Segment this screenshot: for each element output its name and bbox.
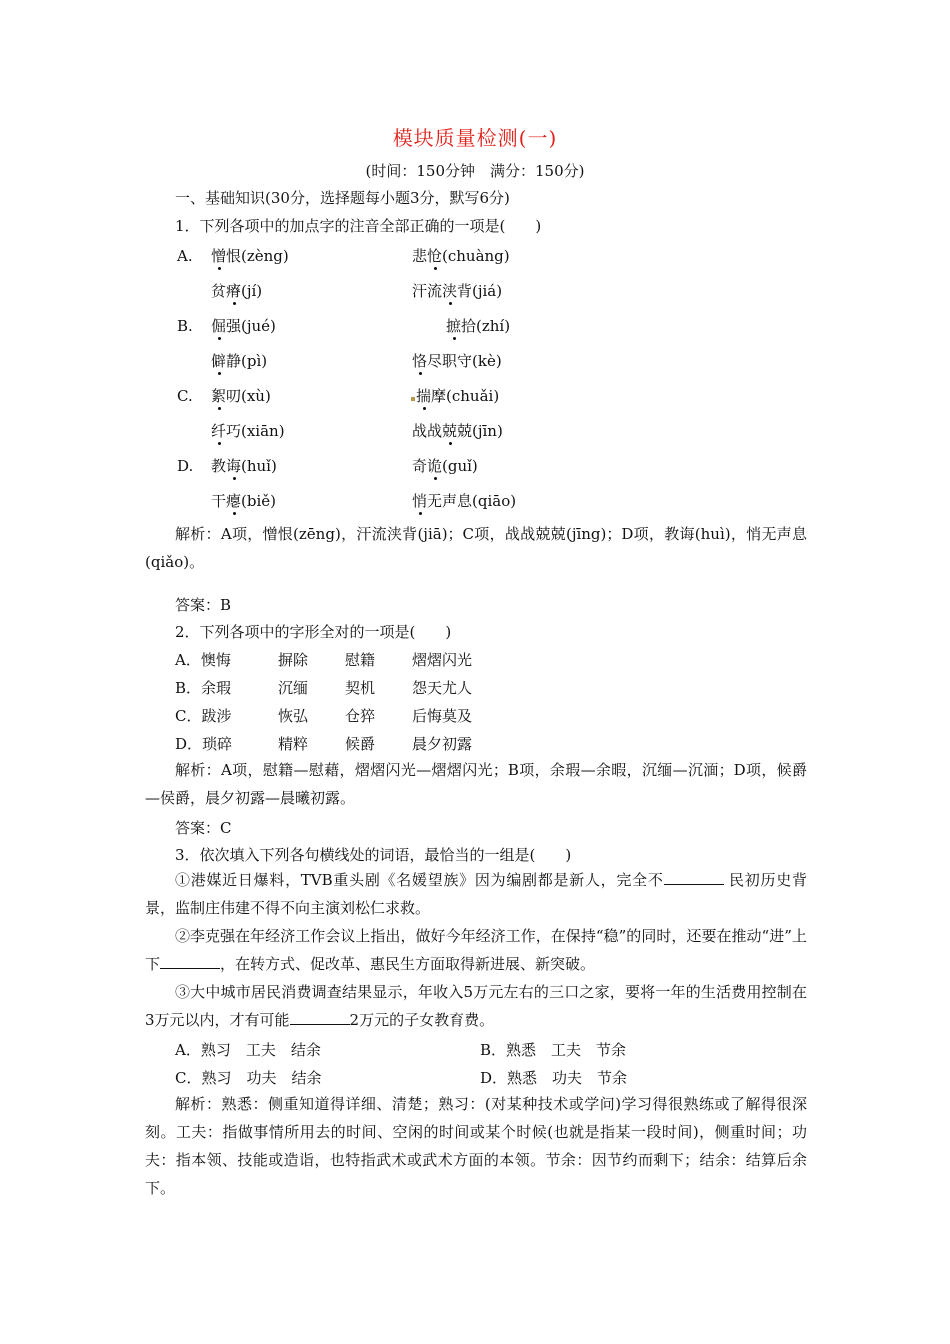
q2-option-c-4: 后悔莫及 — [412, 707, 473, 725]
question-3-stem: 3．依次填入下列各句横线处的词语，最恰当的一组是( ) — [175, 846, 572, 864]
q1-answer: 答案：B — [175, 596, 232, 614]
q1-option-d-item1: 教诲(huǐ) — [211, 456, 277, 476]
q1-option-b-item2: 摭拾(zhí) — [446, 316, 510, 336]
q1-option-b-item3: 僻静(pì) — [211, 351, 267, 371]
q2-option-c-1: C．跋涉 — [175, 707, 232, 725]
q1-option-c-item1: 絮叨(xù) — [211, 386, 271, 406]
q3-sentence-1: ①港媒近日爆料，TVB重头剧《名媛望族》因为编剧都是新人，完全不 民初历史背景，监制庄伟建不得不向主演刘松仁求救。 — [145, 866, 807, 922]
q1-option-d-label: D. — [177, 457, 194, 475]
q1-option-b-item1: 倔强(jué) — [211, 316, 276, 336]
q1-option-d-item3: 干瘪(biě) — [211, 491, 276, 511]
q3-option-a: A．熟习 工夫 结余 — [175, 1041, 321, 1059]
q2-option-b-3: 契机 — [345, 679, 376, 697]
q1-analysis: 解析：A项，憎恨(zēng)，汗流浃背(jiā)；C项，战战兢兢(jīng)；D项，教诲(huì)，悄无声息(qiǎo)。 — [145, 525, 807, 571]
q3-sentence-2: ②李克强在年经济工作会议上指出，做好今年经济工作，在保持“稳”的同时，还要在推动“进”上下 ，在转方式、促改革、惠民生方面取得新进展、新突破。 — [145, 927, 807, 973]
q2-option-d-4: 晨夕初露 — [412, 735, 473, 753]
question-2-stem: 2．下列各项中的字形全对的一项是( ) — [175, 623, 452, 641]
q1-option-a-label: A. — [177, 247, 193, 265]
time-score-info: (时间：150分钟 满分：150分) — [365, 162, 585, 180]
scan-mark — [411, 397, 415, 401]
q1-option-c-item4: 战战兢兢(jīn) — [412, 421, 503, 441]
q1-option-a-item2: 悲怆(chuàng) — [412, 246, 510, 266]
page-title: 模块质量检测(一) — [392, 126, 558, 150]
question-1-stem: 1．下列各项中的加点字的注音全部正确的一项是( ) — [175, 217, 542, 235]
q1-option-c-label: C. — [177, 387, 193, 405]
blank-3 — [290, 1008, 350, 1025]
q2-answer: 答案：C — [175, 819, 232, 837]
q2-option-a-4: 熠熠闪光 — [412, 651, 473, 669]
section-heading: 一、基础知识(30分，选择题每小题3分，默写6分) — [175, 189, 510, 207]
q2-option-b-2: 沉缅 — [278, 679, 309, 697]
q1-option-a-item3: 贫瘠(jí) — [211, 281, 262, 301]
q2-option-a-3: 慰籍 — [345, 651, 376, 669]
q1-option-d-item2: 奇诡(guǐ) — [412, 456, 478, 476]
q2-option-b-4: 怨天尤人 — [412, 679, 473, 697]
q2-option-a-1: A．懊悔 — [175, 651, 231, 669]
q3-sentence-3: ③大中城市居民消费调查结果显示，年收入5万元左右的三口之家，要将一年的生活费用控制在3万元以内，才有可能 2万元的子女教育费。 — [145, 983, 807, 1029]
q3-option-b: B．熟悉 工夫 节余 — [480, 1041, 627, 1059]
blank-1 — [664, 868, 724, 885]
q2-option-b-1: B．余瑕 — [175, 679, 232, 697]
q1-option-b-label: B. — [177, 317, 193, 335]
q2-analysis: 解析：A项，慰籍—慰藉，熠熠闪光—熠熠闪光；B项，余瑕—余暇，沉缅—沉湎；D项，候爵—侯爵，晨夕初露—晨曦初露。 — [145, 761, 807, 807]
q1-option-c-item3: 纤巧(xiān) — [211, 421, 285, 441]
q2-option-c-2: 恢弘 — [278, 707, 309, 725]
q2-option-d-1: D．琐碎 — [175, 735, 233, 753]
q2-option-c-3: 仓猝 — [345, 707, 376, 725]
q3-option-d: D．熟悉 功夫 节余 — [480, 1069, 628, 1087]
q2-option-a-2: 摒除 — [278, 651, 309, 669]
q2-option-d-2: 精粹 — [278, 735, 309, 753]
blank-2 — [160, 952, 220, 969]
q1-option-a-item4: 汗流浃背(jiá) — [412, 281, 502, 301]
q1-option-c-item2: 揣摩(chuǎi) — [416, 386, 499, 406]
q1-option-d-item4: 悄无声息(qiāo) — [412, 491, 516, 511]
q1-option-a-item1: 憎恨(zèng) — [211, 246, 289, 266]
q2-option-d-3: 候爵 — [345, 735, 376, 753]
q3-analysis: 解析：熟悉：侧重知道得详细、清楚；熟习：(对某种技术或学问)学习得很熟练或了解得很深刻。工夫：指做事情所用去的时间、空闲的时间或某个时候(也就是指某一段时间)，侧重时间；功夫：指本领、技能或造诣，也特指武术或武术方面的本领。节余：因节约而剩下；结余：结算后余下。 — [145, 1095, 807, 1197]
q1-option-b-item4: 恪尽职守(kè) — [412, 351, 502, 371]
q3-option-c: C．熟习 功夫 结余 — [175, 1069, 322, 1087]
